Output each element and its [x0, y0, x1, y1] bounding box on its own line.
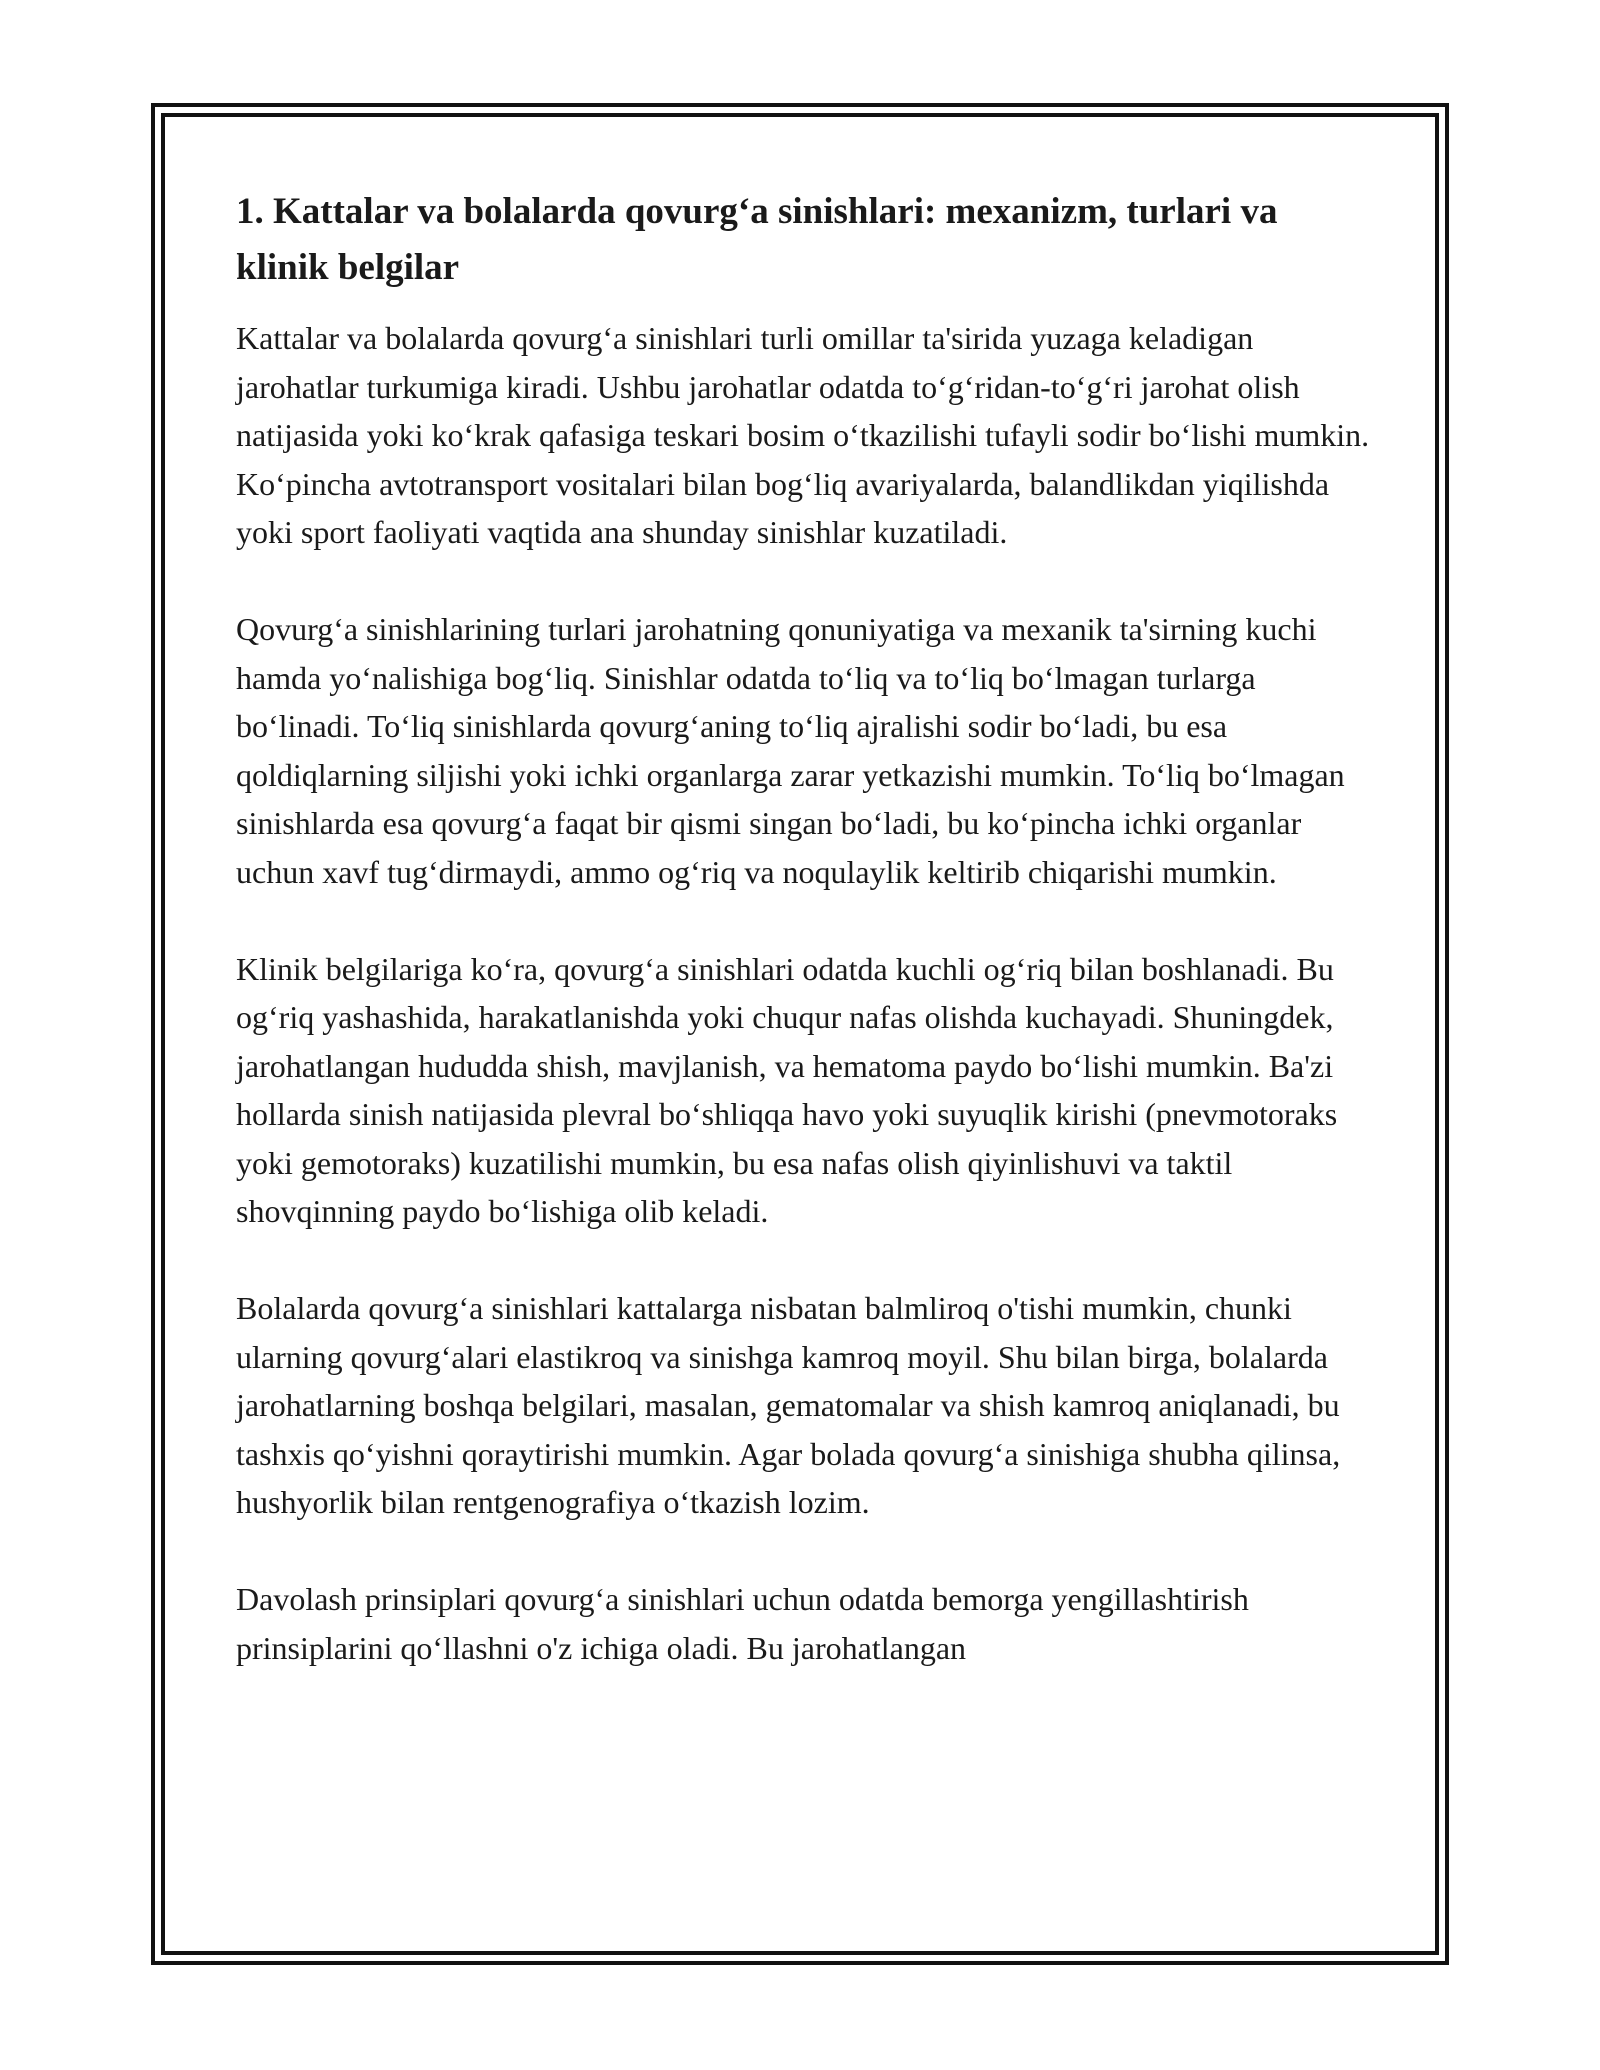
document-body	[236, 184, 1376, 1721]
paragraph-mechanism: Kattalar va bolalarda qovurg‘a sinishlari turli omillar ta'sirida yuzaga keladigan jarohatlar turkumiga kiradi. Ushbu jarohatlar odatda to‘g‘ridan-to‘g‘ri jarohat olish natijasida yoki ko‘krak qafasiga teskari bosim o‘tkazilishi tufayli sodir bo‘lishi mumkin. Ko‘pincha avtotransport vositalari bilan bog‘liq avariyalarda, balandlikdan yiqilishda yoki sport faoliyati vaqtida ana shunday sinishlar kuzatiladi.	[236, 320, 1370, 550]
paragraph-clinical-signs: Klinik belgilariga ko‘ra, qovurg‘a sinishlari odatda kuchli og‘riq bilan boshlanadi. Bu og‘riq yashashida, harakatlanishda yoki chuqur nafas olishda kuchayadi. Shuningdek, jarohatlangan hududda shish, mavjlanish, va hematoma paydo bo‘lishi mumkin. Ba'zi hollarda sinish natijasida plevral bo‘shliqqa havo yoki suyuqlik kirishi (pnevmotoraks yoki gemotoraks) kuzatilishi mumkin, bu esa nafas olish qiyinlishuvi va taktil shovqinning paydo bo‘lishiga olib keladi.	[236, 950, 1338, 1229]
paragraph-children: Bolalarda qovurg‘a sinishlari kattalarga nisbatan balmliroq o'tishi mumkin, chunki ularning qovurg‘alari elastikroq va sinishga kamroq moyil. Shu bilan birga, bolalarda jarohatlarning boshqa belgilari, masalan, gematomalar va shish kamroq aniqlanadi, bu tashxis qo‘yishni qoraytirishi mumkin. Agar bolada qovurg‘a sinishiga shubha qilinsa, hushyorlik bilan rentgenografiya o‘tkazish lozim.	[236, 1290, 1341, 1520]
paragraph-treatment: Davolash prinsiplari qovurg‘a sinishlari uchun odatda bemorga yengillashtirish prinsiplarini qo‘llashni o'z ichiga oladi. Bu jarohatlangan	[236, 1581, 1249, 1666]
paragraph-types: Qovurg‘a sinishlarining turlari jarohatning qonuniyatiga va mexanik ta'sirning kuchi hamda yo‘nalishiga bog‘liq. Sinishlar odatda to‘liq va to‘liq bo‘lmagan turlarga bo‘linadi. To‘liq sinishlarda qovurg‘aning to‘liq ajralishi sodir bo‘ladi, bu esa qoldiqlarning siljishi yoki ichki organlarga zarar yetkazishi mumkin. To‘liq bo‘lmagan sinishlarda esa qovurg‘a faqat bir qismi singan bo‘ladi, bu ko‘pincha ichki organlar uchun xavf tug‘dirmaydi, ammo og‘riq va noqulaylik keltirib chiqarishi mumkin.	[236, 611, 1345, 890]
section-heading: 1. Kattalar va bolalarda qovurg‘a sinishlari: mexanizm, turlari va klinik belgilar	[236, 191, 1278, 288]
